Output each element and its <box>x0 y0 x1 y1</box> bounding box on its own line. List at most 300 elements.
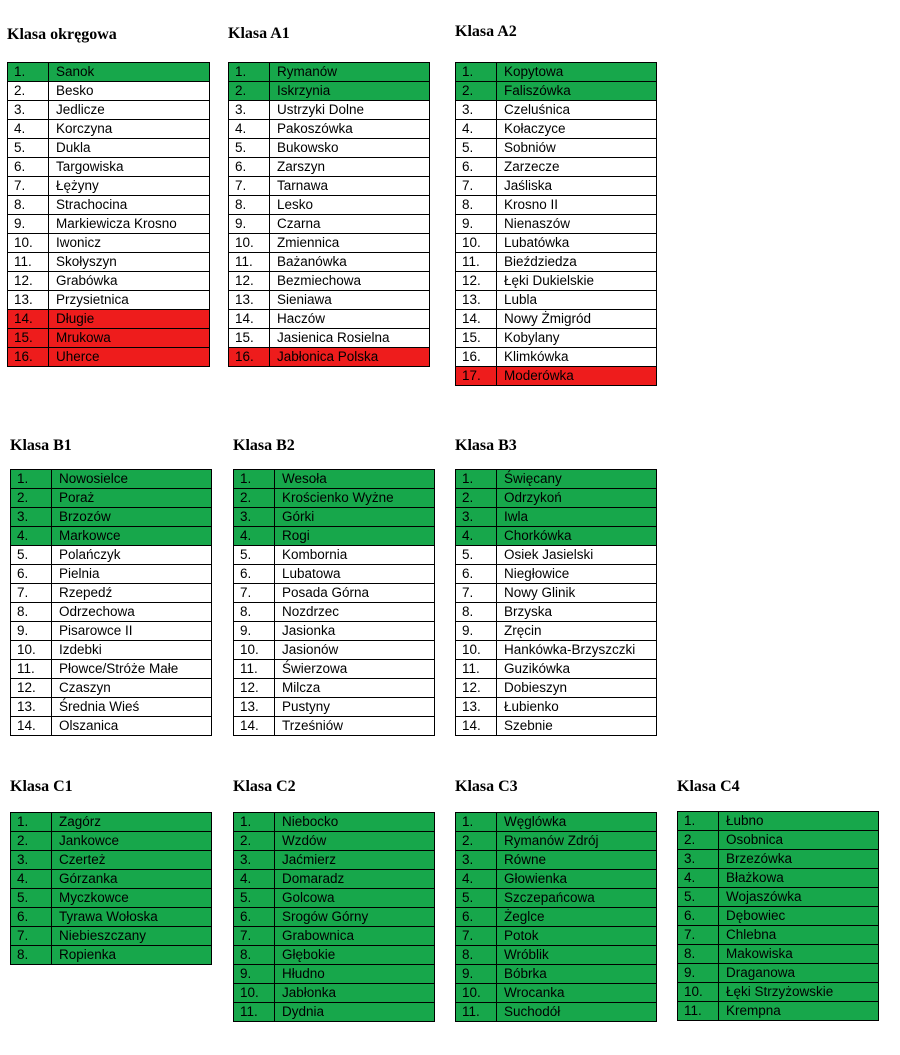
position-cell: 4. <box>456 120 497 139</box>
team-name-cell: Hłudno <box>275 965 435 984</box>
standings-row <box>11 470 212 489</box>
team-name-cell: Chlebna <box>719 926 879 945</box>
standings-row <box>229 234 430 253</box>
standings-row <box>11 584 212 603</box>
team-name-cell: Brzozów <box>52 508 212 527</box>
position-cell: 12. <box>8 272 49 291</box>
team-name-cell: Krempna <box>719 1002 879 1021</box>
standings-row <box>234 851 435 870</box>
standings-row <box>11 622 212 641</box>
position-cell: 3. <box>234 508 275 527</box>
standings-row <box>229 177 430 196</box>
team-name-cell: Wojaszówka <box>719 888 879 907</box>
team-name-cell: Draganowa <box>719 964 879 983</box>
position-cell: 3. <box>8 101 49 120</box>
standings-row <box>456 367 657 386</box>
position-cell: 11. <box>234 1003 275 1022</box>
standings-row <box>234 622 435 641</box>
standings-row <box>234 813 435 832</box>
position-cell: 1. <box>234 470 275 489</box>
team-name-cell: Górki <box>275 508 435 527</box>
position-cell: 10. <box>456 984 497 1003</box>
team-name-cell: Pielnia <box>52 565 212 584</box>
standings-row <box>456 679 657 698</box>
team-name-cell: Rymanów Zdrój <box>497 832 657 851</box>
position-cell: 12. <box>229 272 270 291</box>
standings-row <box>11 660 212 679</box>
position-cell: 7. <box>234 584 275 603</box>
league-block <box>7 26 177 364</box>
team-name-cell: Poraż <box>52 489 212 508</box>
position-cell: 5. <box>234 889 275 908</box>
standings-row <box>456 1003 657 1022</box>
position-cell: 2. <box>234 832 275 851</box>
position-cell: 4. <box>456 527 497 546</box>
position-cell: 4. <box>229 120 270 139</box>
standings-row <box>456 603 657 622</box>
position-cell: 11. <box>678 1002 719 1021</box>
standings-row <box>456 527 657 546</box>
standings-row <box>456 622 657 641</box>
standings-row <box>456 253 657 272</box>
standings-row <box>8 120 210 139</box>
position-cell: 12. <box>456 272 497 291</box>
team-name-cell: Święcany <box>497 470 657 489</box>
team-name-cell: Odrzykoń <box>497 489 657 508</box>
standings-row <box>8 234 210 253</box>
team-name-cell: Kopytowa <box>497 63 657 82</box>
league-title: Klasa B2 <box>233 437 295 454</box>
league-block <box>455 437 636 733</box>
standings-row <box>11 832 212 851</box>
position-cell: 5. <box>456 139 497 158</box>
position-cell: 4. <box>234 527 275 546</box>
league-title: Klasa A1 <box>228 25 290 42</box>
position-cell: 1. <box>234 813 275 832</box>
position-cell: 3. <box>456 851 497 870</box>
team-name-cell: Polańczyk <box>52 546 212 565</box>
team-name-cell: Domaradz <box>275 870 435 889</box>
league-title: Klasa B3 <box>455 437 517 454</box>
position-cell: 6. <box>11 565 52 584</box>
position-cell: 9. <box>234 622 275 641</box>
team-name-cell: Zręcin <box>497 622 657 641</box>
team-name-cell: Rzepedź <box>52 584 212 603</box>
team-name-cell: Przysietnica <box>49 291 210 310</box>
position-cell: 14. <box>8 310 49 329</box>
position-cell: 14. <box>229 310 270 329</box>
position-cell: 3. <box>229 101 270 120</box>
standings-row <box>11 927 212 946</box>
team-name-cell: Golcowa <box>275 889 435 908</box>
standings-row <box>8 253 210 272</box>
standings-row <box>11 908 212 927</box>
position-cell: 8. <box>456 603 497 622</box>
team-name-cell: Bieździedza <box>497 253 657 272</box>
league-title: Klasa C4 <box>677 778 740 795</box>
standings-row <box>678 850 879 869</box>
position-cell: 9. <box>678 964 719 983</box>
standings-table <box>10 469 212 736</box>
position-cell: 10. <box>11 641 52 660</box>
standings-row <box>678 926 879 945</box>
standings-table <box>228 62 430 367</box>
standings-row <box>456 82 657 101</box>
standings-row <box>8 272 210 291</box>
standings-row <box>8 348 210 367</box>
standings-row <box>234 832 435 851</box>
standings-row <box>456 927 657 946</box>
standings-row <box>456 120 657 139</box>
team-name-cell: Posada Górna <box>275 584 435 603</box>
position-cell: 13. <box>8 291 49 310</box>
position-cell: 8. <box>234 946 275 965</box>
team-name-cell: Hankówka-Brzyszczki <box>497 641 657 660</box>
position-cell: 11. <box>456 660 497 679</box>
team-name-cell: Głowienka <box>497 870 657 889</box>
position-cell: 2. <box>456 82 497 101</box>
position-cell: 15. <box>229 329 270 348</box>
team-name-cell: Żeglce <box>497 908 657 927</box>
standings-row <box>8 82 210 101</box>
position-cell: 1. <box>678 812 719 831</box>
position-cell: 5. <box>8 139 49 158</box>
team-name-cell: Sobniów <box>497 139 657 158</box>
team-name-cell: Równe <box>497 851 657 870</box>
team-name-cell: Iwonicz <box>49 234 210 253</box>
standings-row <box>8 177 210 196</box>
position-cell: 10. <box>234 641 275 660</box>
team-name-cell: Czerteż <box>52 851 212 870</box>
position-cell: 4. <box>456 870 497 889</box>
standings-table <box>677 811 879 1021</box>
standings-row <box>234 927 435 946</box>
standings-table <box>233 812 435 1022</box>
standings-row <box>456 565 657 584</box>
position-cell: 1. <box>456 470 497 489</box>
team-name-cell: Iskrzynia <box>270 82 430 101</box>
team-name-cell: Czarna <box>270 215 430 234</box>
team-name-cell: Lesko <box>270 196 430 215</box>
standings-row <box>678 888 879 907</box>
team-name-cell: Dębowiec <box>719 907 879 926</box>
team-name-cell: Wrocanka <box>497 984 657 1003</box>
standings-row <box>678 812 879 831</box>
standings-row <box>11 641 212 660</box>
standings-row <box>678 945 879 964</box>
team-name-cell: Odrzechowa <box>52 603 212 622</box>
position-cell: 15. <box>456 329 497 348</box>
position-cell: 16. <box>229 348 270 367</box>
position-cell: 7. <box>456 584 497 603</box>
team-name-cell: Tarnawa <box>270 177 430 196</box>
standings-row <box>11 851 212 870</box>
league-title: Klasa B1 <box>10 437 72 454</box>
team-name-cell: Błażkowa <box>719 869 879 888</box>
standings-row <box>456 329 657 348</box>
team-name-cell: Strachocina <box>49 196 210 215</box>
team-name-cell: Jaćmierz <box>275 851 435 870</box>
standings-row <box>456 984 657 1003</box>
position-cell: 12. <box>234 679 275 698</box>
position-cell: 4. <box>11 527 52 546</box>
standings-row <box>229 215 430 234</box>
standings-row <box>234 698 435 717</box>
standings-row <box>11 508 212 527</box>
league-block <box>233 778 369 1019</box>
position-cell: 7. <box>8 177 49 196</box>
team-name-cell: Jankowce <box>52 832 212 851</box>
position-cell: 8. <box>678 945 719 964</box>
standings-row <box>234 489 435 508</box>
position-cell: 3. <box>11 508 52 527</box>
position-cell: 8. <box>234 603 275 622</box>
standings-row <box>234 908 435 927</box>
team-name-cell: Besko <box>49 82 210 101</box>
standings-row <box>11 603 212 622</box>
standings-row <box>234 565 435 584</box>
standings-row <box>456 348 657 367</box>
standings-row <box>234 584 435 603</box>
team-name-cell: Zarszyn <box>270 158 430 177</box>
standings-table <box>455 812 657 1022</box>
team-name-cell: Skołyszyn <box>49 253 210 272</box>
position-cell: 8. <box>456 196 497 215</box>
team-name-cell: Dobieszyn <box>497 679 657 698</box>
position-cell: 9. <box>456 622 497 641</box>
standings-row <box>456 546 657 565</box>
team-name-cell: Szczepańcowa <box>497 889 657 908</box>
team-name-cell: Jasionka <box>275 622 435 641</box>
position-cell: 8. <box>8 196 49 215</box>
team-name-cell: Haczów <box>270 310 430 329</box>
team-name-cell: Niegłowice <box>497 565 657 584</box>
position-cell: 11. <box>456 1003 497 1022</box>
team-name-cell: Klimkówka <box>497 348 657 367</box>
team-name-cell: Osobnica <box>719 831 879 850</box>
position-cell: 8. <box>456 946 497 965</box>
standings-row <box>456 908 657 927</box>
team-name-cell: Uherce <box>49 348 210 367</box>
position-cell: 3. <box>11 851 52 870</box>
standings-row <box>456 508 657 527</box>
standings-row <box>234 546 435 565</box>
standings-row <box>234 946 435 965</box>
standings-row <box>234 717 435 736</box>
position-cell: 10. <box>229 234 270 253</box>
team-name-cell: Bukowsko <box>270 139 430 158</box>
standings-row <box>456 717 657 736</box>
standings-row <box>229 329 430 348</box>
standings-row <box>456 584 657 603</box>
standings-row <box>456 196 657 215</box>
position-cell: 6. <box>229 158 270 177</box>
team-name-cell: Jabłonica Polska <box>270 348 430 367</box>
standings-row <box>11 679 212 698</box>
league-title: Klasa okręgowa <box>7 26 117 43</box>
standings-row <box>8 196 210 215</box>
team-name-cell: Targowiska <box>49 158 210 177</box>
team-name-cell: Łęki Strzyżowskie <box>719 983 879 1002</box>
position-cell: 7. <box>11 927 52 946</box>
team-name-cell: Potok <box>497 927 657 946</box>
position-cell: 2. <box>234 489 275 508</box>
position-cell: 2. <box>229 82 270 101</box>
team-name-cell: Niebieszczany <box>52 927 212 946</box>
standings-row <box>229 253 430 272</box>
standings-row <box>234 603 435 622</box>
team-name-cell: Czaszyn <box>52 679 212 698</box>
standings-row <box>678 831 879 850</box>
team-name-cell: Pustyny <box>275 698 435 717</box>
league-block <box>10 778 158 962</box>
team-name-cell: Mrukowa <box>49 329 210 348</box>
standings-row <box>11 546 212 565</box>
team-name-cell: Dydnia <box>275 1003 435 1022</box>
team-name-cell: Sieniawa <box>270 291 430 310</box>
team-name-cell: Sanok <box>49 63 210 82</box>
team-name-cell: Wróblik <box>497 946 657 965</box>
standings-row <box>229 120 430 139</box>
league-title: Klasa C2 <box>233 778 296 795</box>
position-cell: 8. <box>11 946 52 965</box>
position-cell: 5. <box>11 546 52 565</box>
position-cell: 2. <box>8 82 49 101</box>
position-cell: 5. <box>229 139 270 158</box>
team-name-cell: Jasienica Rosielna <box>270 329 430 348</box>
position-cell: 2. <box>11 489 52 508</box>
position-cell: 2. <box>456 832 497 851</box>
standings-row <box>11 489 212 508</box>
team-name-cell: Lubatówka <box>497 234 657 253</box>
position-cell: 7. <box>11 584 52 603</box>
standings-row <box>678 964 879 983</box>
team-name-cell: Ustrzyki Dolne <box>270 101 430 120</box>
position-cell: 10. <box>456 641 497 660</box>
standings-row <box>456 698 657 717</box>
team-name-cell: Zmiennica <box>270 234 430 253</box>
standings-row <box>678 983 879 1002</box>
position-cell: 9. <box>456 965 497 984</box>
position-cell: 5. <box>456 889 497 908</box>
position-cell: 7. <box>678 926 719 945</box>
standings-row <box>456 851 657 870</box>
team-name-cell: Niebocko <box>275 813 435 832</box>
team-name-cell: Zagórz <box>52 813 212 832</box>
team-name-cell: Moderówka <box>497 367 657 386</box>
standings-row <box>678 869 879 888</box>
team-name-cell: Guzikówka <box>497 660 657 679</box>
team-name-cell: Zarzecze <box>497 158 657 177</box>
standings-row <box>229 348 430 367</box>
position-cell: 11. <box>229 253 270 272</box>
team-name-cell: Milcza <box>275 679 435 698</box>
standings-row <box>456 660 657 679</box>
position-cell: 3. <box>234 851 275 870</box>
standings-row <box>11 813 212 832</box>
position-cell: 9. <box>8 215 49 234</box>
position-cell: 2. <box>456 489 497 508</box>
position-cell: 8. <box>229 196 270 215</box>
standings-row <box>456 310 657 329</box>
team-name-cell: Długie <box>49 310 210 329</box>
position-cell: 7. <box>234 927 275 946</box>
league-block <box>455 778 599 1019</box>
standings-table <box>10 812 212 965</box>
position-cell: 9. <box>229 215 270 234</box>
standings-row <box>234 965 435 984</box>
standings-row <box>8 101 210 120</box>
position-cell: 14. <box>11 717 52 736</box>
team-name-cell: Markiewicza Krosno <box>49 215 210 234</box>
standings-row <box>229 291 430 310</box>
position-cell: 10. <box>234 984 275 1003</box>
team-name-cell: Bażanówka <box>270 253 430 272</box>
standings-row <box>8 310 210 329</box>
league-title: Klasa A2 <box>455 23 517 40</box>
team-name-cell: Nowosielce <box>52 470 212 489</box>
team-name-cell: Szebnie <box>497 717 657 736</box>
position-cell: 1. <box>11 813 52 832</box>
standings-row <box>456 215 657 234</box>
position-cell: 7. <box>456 927 497 946</box>
position-cell: 17. <box>456 367 497 386</box>
team-name-cell: Ropienka <box>52 946 212 965</box>
standings-row <box>8 329 210 348</box>
team-name-cell: Jedlicze <box>49 101 210 120</box>
team-name-cell: Faliszówka <box>497 82 657 101</box>
standings-row <box>229 196 430 215</box>
standings-row <box>8 158 210 177</box>
team-name-cell: Krosno II <box>497 196 657 215</box>
team-name-cell: Brzyska <box>497 603 657 622</box>
position-cell: 16. <box>8 348 49 367</box>
position-cell: 6. <box>678 907 719 926</box>
standings-row <box>456 965 657 984</box>
team-name-cell: Wesoła <box>275 470 435 489</box>
position-cell: 12. <box>456 679 497 698</box>
standings-row <box>11 870 212 889</box>
position-cell: 12. <box>11 679 52 698</box>
standings-row <box>234 889 435 908</box>
standings-row <box>11 565 212 584</box>
team-name-cell: Jasionów <box>275 641 435 660</box>
team-name-cell: Łubienko <box>497 698 657 717</box>
position-cell: 11. <box>456 253 497 272</box>
standings-row <box>678 907 879 926</box>
position-cell: 9. <box>456 215 497 234</box>
standings-table <box>455 62 657 386</box>
standings-row <box>229 139 430 158</box>
team-name-cell: Chorkówka <box>497 527 657 546</box>
position-cell: 14. <box>456 717 497 736</box>
standings-row <box>11 717 212 736</box>
position-cell: 5. <box>456 546 497 565</box>
standings-row <box>456 470 657 489</box>
position-cell: 7. <box>229 177 270 196</box>
standings-row <box>229 158 430 177</box>
position-cell: 6. <box>456 908 497 927</box>
team-name-cell: Izdebki <box>52 641 212 660</box>
team-name-cell: Płowce/Stróże Małe <box>52 660 212 679</box>
team-name-cell: Rymanów <box>270 63 430 82</box>
league-title: Klasa C1 <box>10 778 73 795</box>
position-cell: 11. <box>234 660 275 679</box>
standings-row <box>456 946 657 965</box>
standings-row <box>11 946 212 965</box>
position-cell: 11. <box>8 253 49 272</box>
team-name-cell: Górzanka <box>52 870 212 889</box>
